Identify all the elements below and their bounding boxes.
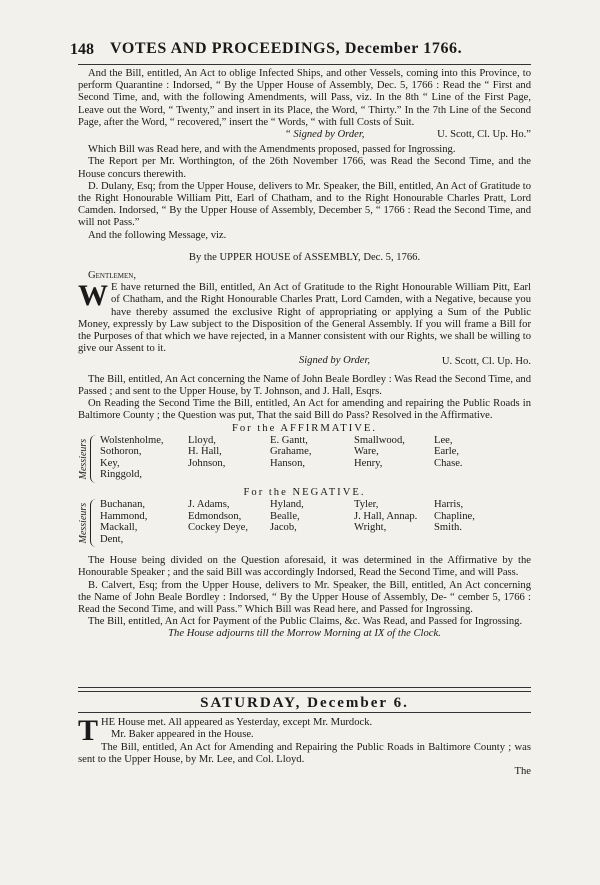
- negative-list: [78, 499, 531, 551]
- saturday-section: [78, 697, 531, 778]
- affirmative-heading: For the AFFIRMATIVE.: [231, 422, 378, 434]
- affirmative-side-label: Messieurs: [78, 438, 90, 480]
- negative-col-1: Buchanan, Hammond, Mackall, Dent,: [100, 499, 148, 545]
- header-rule: [78, 64, 531, 65]
- signer: U. Scott, Cl. Up. Ho.”: [437, 129, 531, 141]
- paragraph-dulany: D. Dulany, Esq; from the Upper House, delivers to Mr. Speaker, the Bill, entitled, An Act of Gratitude to the Right Honourable William Pitt, Earl of Chatham, and to the Right Honourable Charles Pratt, Lord Camden. Indorsed, “ By the Upper House of Assembly, December 5, “ 1766 : Read the Second Time, and will not Pass.”: [78, 180, 531, 229]
- paragraph-read-here: Which Bill was Read here, and with the Amendments proposed, passed for Ingrossing.: [88, 144, 456, 156]
- adjournment-line: The House adjourns till the Morrow Morning at IX of the Clock.: [168, 628, 441, 640]
- affirmative-brace: [90, 435, 99, 483]
- message-heading: By the UPPER HOUSE of ASSEMBLY, Dec. 5, 1766.: [188, 251, 421, 263]
- paragraph-roads-bill-sent: The Bill, entitled, An Act for Amending and Repairing the Public Roads in Baltimore County ; was sent to the Upper House, by Mr. Lee, and Col. Lloyd.: [78, 741, 531, 765]
- paragraph-message-intro: And the following Message, viz.: [88, 229, 227, 241]
- negative-side-label: Messieurs: [78, 502, 90, 544]
- paragraph-public-claims: The Bill, entitled, An Act for Payment of the Public Claims, &c. Was Read, and Passed for Ingrossing.: [88, 616, 523, 628]
- negative-col-3: Hyland, Bealle, Jacob,: [270, 499, 304, 534]
- paragraph-baker: Mr. Baker appeared in the House.: [111, 729, 254, 741]
- house-met-text: HE House met. All appeared as Yesterday, except Mr. Murdock.: [101, 717, 373, 729]
- negative-heading: For the NEGATIVE.: [243, 486, 366, 498]
- day-title-rule: [78, 712, 531, 713]
- negative-brace: [90, 499, 99, 547]
- affirmative-col-1: Wolstenholme, Sothoron, Key, Ringgold,: [100, 434, 164, 481]
- message-signer: U. Scott, Cl. Up. Ho.: [441, 355, 531, 367]
- affirmative-col-2: Lloyd, H. Hall, Johnson,: [188, 434, 226, 469]
- day-title: SATURDAY, December 6.: [200, 695, 409, 711]
- affirmative-col-3: E. Gantt, Grahame, Hanson,: [270, 434, 312, 469]
- negative-col-5: Harris, Chapline, Smith.: [434, 499, 475, 534]
- paragraph-house-divided: The House being divided on the Question aforesaid, it was determined in the Affirmative by the Honourable Speaker ; and the said Bill was accordingly Indorsed, Read the Second Time, and will Pass.: [78, 555, 531, 579]
- page-number: 148: [70, 41, 94, 58]
- affirmative-col-5: Lee, Earle, Chase.: [434, 434, 463, 469]
- signature-line: [78, 129, 531, 141]
- paragraph-roads-question: On Reading the Second Time the Bill, entitled, An Act for amending and repairing the Public Roads in Baltimore County ; the Question was put, That the said Bill do Pass? Resolved in the Affirmative.: [78, 398, 531, 422]
- section-divider: [78, 687, 531, 692]
- paragraph-calvert: B. Calvert, Esq; from the Upper House, delivers to Mr. Speaker, the Bill, entitled, An Act concerning the Name of John Beale Bordley : Indorsed, “ By the Upper House of Assembly, De- “ cember 5, 1766 : Read the Second Time, and will Pass.” Which Bill was Read here, and Passed for Ingrossing.: [78, 579, 531, 615]
- affirmative-list: [78, 435, 531, 487]
- signed-by-order: “ Signed by Order,: [284, 129, 365, 141]
- page-header: [70, 40, 532, 62]
- text-column: [78, 68, 531, 641]
- catchword: The: [514, 766, 531, 778]
- message-body-text: E have returned the Bill, entitled, An Act of Gratitude to the Right Honourable William Pitt, Earl of Chatham, and the Right Honourable Charles Pratt, Lord Camden, with a Negative, because you have thereby assumed the exclusive Right of appropriating or applying a Sum of the Public Money, expressly by Law subject to the Disposition of the General Assembly. If you will frame a Bill for the Purposes of that which we have rejected, in a Manner consistent with our Rights, we shall be willing to give our Assent to it.: [78, 282, 531, 355]
- running-title: VOTES AND PROCEEDINGS, December 1766.: [110, 40, 463, 57]
- drop-cap-w: W: [78, 279, 108, 313]
- affirmative-col-4: Smallwood, Ware, Henry,: [354, 434, 405, 469]
- negative-col-2: J. Adams, Edmondson, Cockey Deye,: [188, 499, 249, 534]
- message-body: [78, 279, 531, 355]
- message-salutation: Gentlemen,: [88, 270, 137, 282]
- paragraph-bordley-bill: The Bill, entitled, An Act concerning the Name of John Beale Bordley : Was Read the Second Time, and Passed ; and sent to the Upper House, by T. Johnson, and J. Hall, Esqrs.: [78, 373, 531, 398]
- paragraph-report: The Report per Mr. Worthington, of the 26th November 1766, was Read the Second Time, and the House concurs therewith.: [78, 156, 531, 180]
- negative-col-4: Tyler, J. Hall, Annap. Wright,: [354, 499, 418, 534]
- message-signed: Signed by Order,: [298, 355, 371, 367]
- paragraph-quarantine-bill: And the Bill, entitled, An Act to oblige Infected Ships, and other Vessels, coming into this Province, to perform Quarantine : Indorsed, “ By the Upper House of Assembly, Dec. 5, 1766 : Read the “ First and Second Time, and, with the following Amendments, will Pass, viz. In the 8th “ Line of the First Page, Leave out the Word, “ Twenty,” and insert in its Place, the Word, “ Thirty.” In the 7th Line of the Second Page, after the Word, “ recovered,” insert the “ Words, “ with full Costs of Suit.: [78, 68, 531, 128]
- drop-cap-t: T: [78, 714, 99, 748]
